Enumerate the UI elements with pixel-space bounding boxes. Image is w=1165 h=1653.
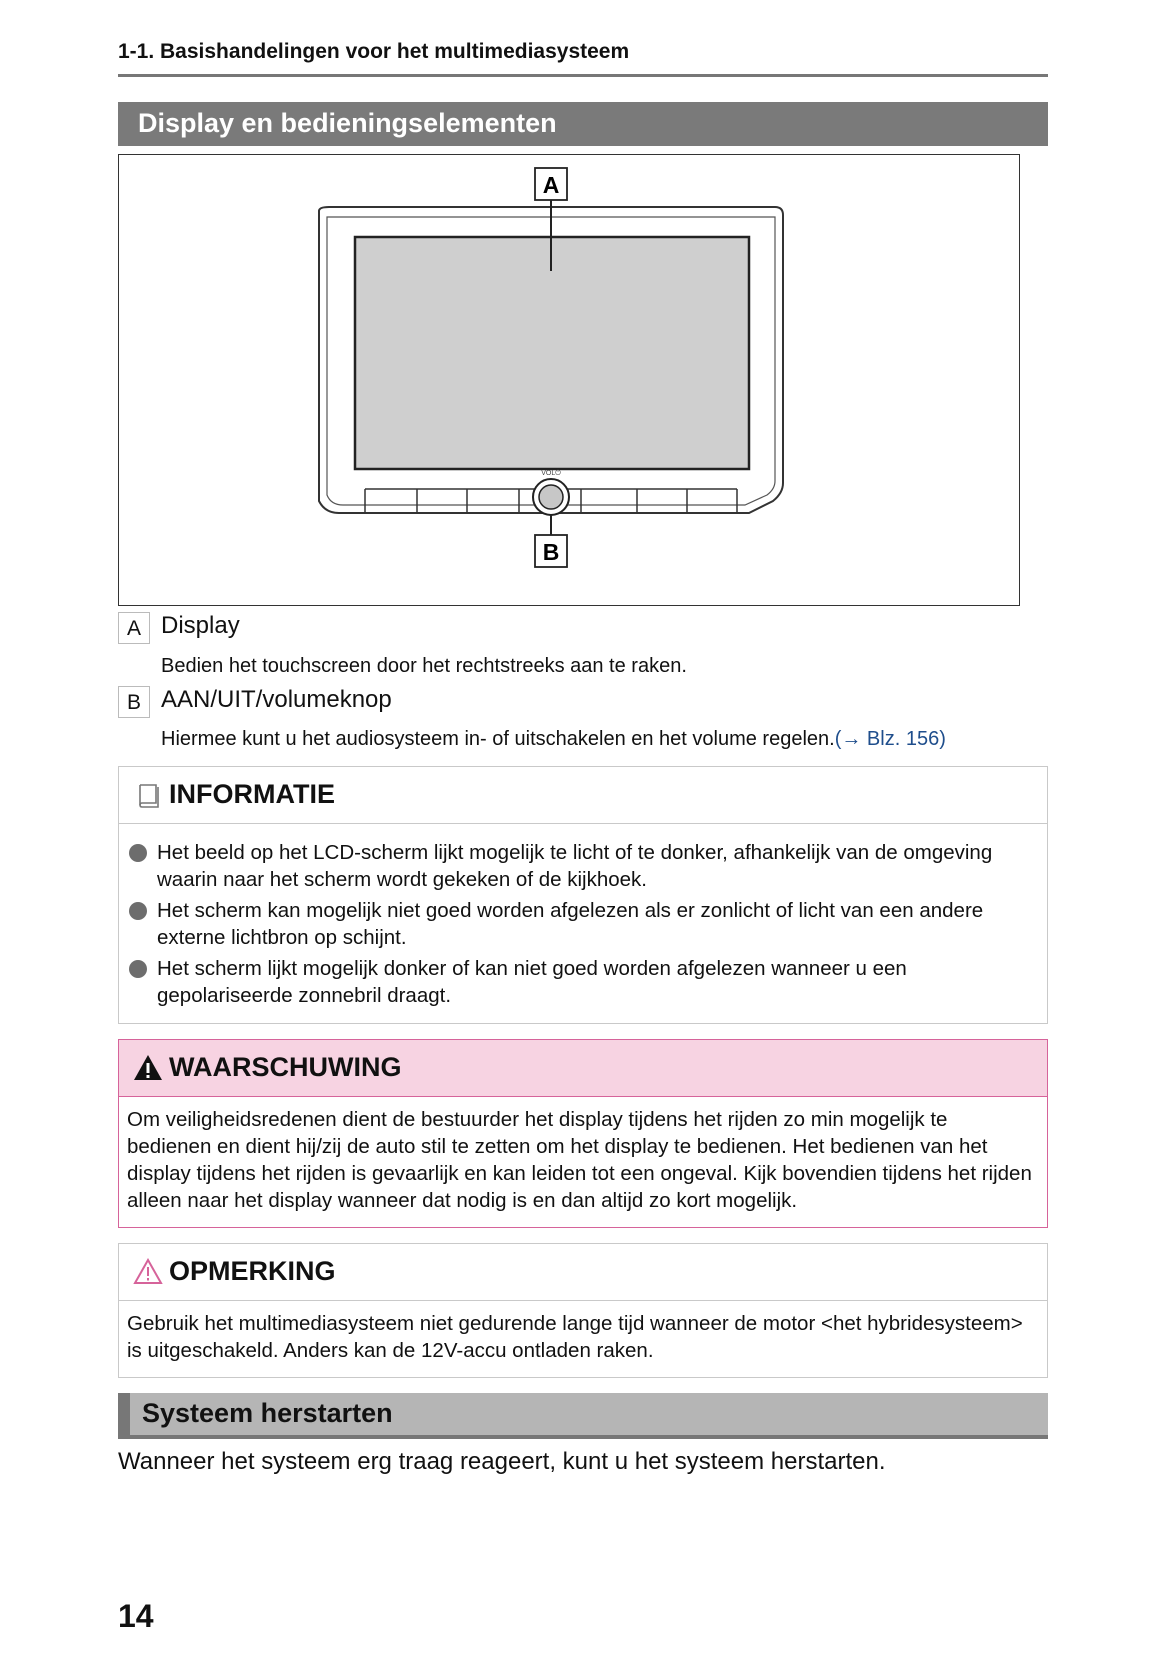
information-title: INFORMATIE <box>169 779 335 809</box>
book-icon <box>137 783 161 809</box>
callout-a-label: A <box>542 172 560 198</box>
legend-desc-display: Bedien het touchscreen door het rechtstreeks aan te raken. <box>161 655 687 677</box>
callout-b-label: B <box>542 539 560 565</box>
information-header <box>119 767 1047 824</box>
notice-text: Gebruik het multimediasysteem niet gedurende lange tijd wanneer de motor <het hybridesysteem> is uitgeschakeld. Anders kan de 12V-accu ontladen raken. <box>127 1312 1023 1362</box>
section-title: Systeem herstarten <box>142 1398 393 1428</box>
legend-title-display: Display <box>161 612 240 639</box>
notice-header <box>119 1244 1047 1301</box>
legend-title-volume-knob: AAN/UIT/volumeknop <box>161 686 392 713</box>
bullet-icon <box>129 902 147 920</box>
notice-title: OPMERKING <box>169 1256 336 1286</box>
warning-text: Om veiligheidsredenen dient de bestuurder het display tijdens het rijden zo min mogelijk te bedienen en dient hij/zij de auto stil te zetten om het display te bedienen. Het bedienen van het display tijdens het rijden is gevaarlijk en kan leiden tot een ongeval. Kijk bovendien tijdens het rijden alleen naar het display wanneer dat nodig is en dan altijd zo kort mogelijk. <box>127 1108 1032 1212</box>
page-number: 14 <box>118 1598 154 1634</box>
section-title: Display en bedieningselementen <box>138 108 557 138</box>
information-list <box>129 839 1029 1013</box>
list-item <box>129 955 1029 1009</box>
warning-title: WAARSCHUWING <box>169 1052 402 1082</box>
legend-key-b: B <box>118 686 150 718</box>
section-heading-display <box>118 102 1048 146</box>
notice-box <box>118 1243 1048 1378</box>
knob-caption: VOL⏻ <box>541 470 561 477</box>
list-item-text: Het scherm lijkt mogelijk donker of kan niet goed worden afgelezen wanneer u een gepolariseerde zonnebril draagt. <box>157 957 907 1007</box>
legend-key-a: A <box>118 612 150 644</box>
warning-header <box>119 1040 1047 1097</box>
warning-triangle-icon <box>133 1054 163 1081</box>
section-lead-text: Wanneer het systeem erg traag reageert, kunt u het systeem herstarten. <box>118 1448 886 1475</box>
list-item-text: Het scherm kan mogelijk niet goed worden afgelezen als er zonlicht of licht van een andere externe lichtbron op schijnt. <box>157 899 984 949</box>
display-screen <box>355 237 749 469</box>
list-item <box>129 839 1029 893</box>
bullet-icon <box>129 960 147 978</box>
list-item-text: Het beeld op het LCD-scherm lijkt mogelijk te licht of te donker, afhankelijk van de omgeving waarin naar het scherm wordt gekeken of de kijkhoek. <box>157 841 993 891</box>
warning-box <box>118 1039 1048 1228</box>
information-box <box>118 766 1048 1024</box>
legend-desc-text: Hiermee kunt u het audiosysteem in- of uitschakelen en het volume regelen. <box>161 728 835 750</box>
chapter-header: 1-1. Basishandelingen voor het multimediasysteem <box>118 40 630 63</box>
volume-knob <box>539 485 563 509</box>
bullet-icon <box>129 844 147 862</box>
multimedia-unit-illustration <box>119 155 1019 605</box>
header-rule <box>118 74 1048 77</box>
device-figure <box>118 154 1020 606</box>
list-item <box>129 897 1029 951</box>
section-heading-restart <box>118 1393 1048 1439</box>
caution-triangle-icon <box>133 1258 163 1285</box>
legend-desc-volume-knob <box>161 728 946 751</box>
page-reference-link[interactable]: (→ Blz. 156) <box>834 728 946 750</box>
